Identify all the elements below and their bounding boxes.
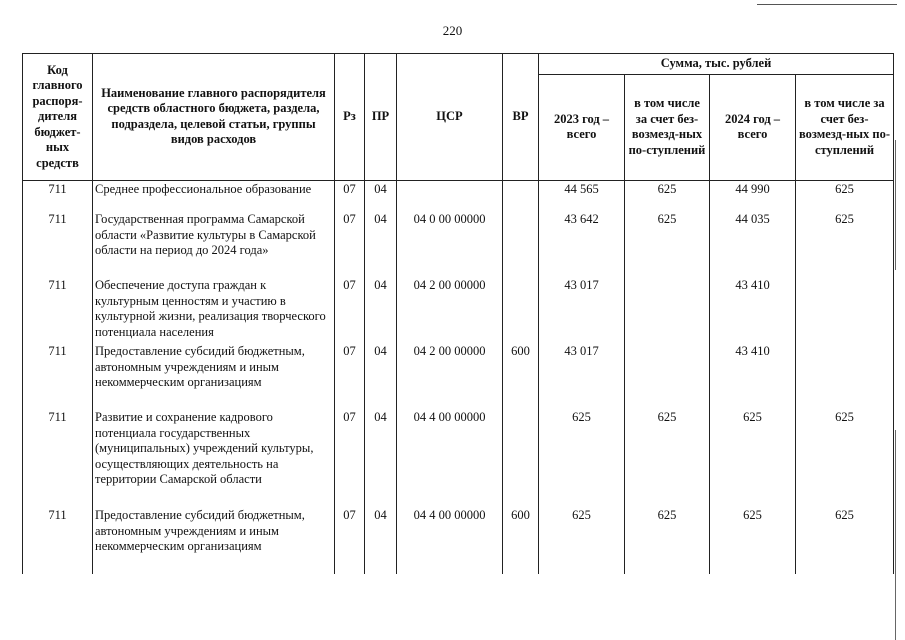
cell-2023-free: 625 [625, 180, 710, 212]
cell-vr [503, 410, 539, 508]
header-2024-free: в том числе за счет без-возмезд-ных по-ступлений [796, 74, 894, 180]
cell-2023-total: 625 [539, 410, 625, 508]
cell-2024-total: 625 [710, 410, 796, 508]
scan-edge-line-right-upper [895, 140, 896, 270]
header-2023-total: 2023 год – всего [539, 74, 625, 180]
cell-2024-free [796, 344, 894, 410]
cell-vr [503, 278, 539, 344]
cell-pr: 04 [365, 410, 397, 508]
cell-code: 711 [23, 344, 93, 410]
budget-table [22, 53, 894, 574]
cell-rz: 07 [335, 212, 365, 278]
table-row [23, 344, 894, 410]
header-vr: ВР [503, 54, 539, 181]
cell-rz: 07 [335, 278, 365, 344]
cell-pr: 04 [365, 180, 397, 212]
cell-2023-total: 43 642 [539, 212, 625, 278]
cell-vr [503, 212, 539, 278]
cell-pr: 04 [365, 278, 397, 344]
scan-edge-line-right-lower [895, 430, 896, 640]
cell-2024-free [796, 278, 894, 344]
page-number: 220 [442, 23, 463, 38]
table-row [23, 180, 894, 212]
table-row [23, 212, 894, 278]
cell-vr: 600 [503, 508, 539, 574]
cell-code: 711 [23, 212, 93, 278]
header-2023-free: в том числе за счет без-возмезд-ных по-ступлений [625, 74, 710, 180]
cell-2023-total: 43 017 [539, 278, 625, 344]
cell-vr: 600 [503, 344, 539, 410]
cell-2024-free: 625 [796, 180, 894, 212]
cell-name: Предоставление субсидий бюджетным, автономным учреждениям и иным некоммерческим организациям [93, 508, 335, 574]
cell-code: 711 [23, 180, 93, 212]
cell-2024-free: 625 [796, 212, 894, 278]
cell-name: Государственная программа Самарской области «Развитие культуры в Самарской области на период до 2024 года» [93, 212, 335, 278]
cell-code: 711 [23, 508, 93, 574]
cell-csr: 04 4 00 00000 [397, 508, 503, 574]
header-pr: ПР [365, 54, 397, 181]
cell-2023-free [625, 344, 710, 410]
cell-rz: 07 [335, 180, 365, 212]
cell-pr: 04 [365, 344, 397, 410]
header-2024-total: 2024 год – всего [710, 74, 796, 180]
cell-name: Среднее профессиональное образование [93, 180, 335, 212]
cell-2024-free: 625 [796, 508, 894, 574]
table-row [23, 410, 894, 508]
cell-2023-total: 625 [539, 508, 625, 574]
table-row [23, 278, 894, 344]
cell-2023-free: 625 [625, 212, 710, 278]
cell-2024-total: 44 990 [710, 180, 796, 212]
cell-2024-total: 625 [710, 508, 796, 574]
cell-2023-free: 625 [625, 410, 710, 508]
cell-2024-total: 43 410 [710, 278, 796, 344]
cell-2023-free: 625 [625, 508, 710, 574]
cell-2023-free [625, 278, 710, 344]
cell-rz: 07 [335, 508, 365, 574]
cell-rz: 07 [335, 410, 365, 508]
header-csr: ЦСР [397, 54, 503, 181]
header-name: Наименование главного распорядителя средств областного бюджета, раздела, подраздела, целевой статьи, группы видов расходов [93, 54, 335, 181]
cell-2024-total: 43 410 [710, 344, 796, 410]
cell-pr: 04 [365, 508, 397, 574]
scan-edge-line-top [757, 4, 897, 5]
cell-pr: 04 [365, 212, 397, 278]
cell-name: Обеспечение доступа граждан к культурным ценностям и участию в культурной жизни, реализация творческого потенциала населения [93, 278, 335, 344]
cell-2023-total: 43 017 [539, 344, 625, 410]
cell-rz: 07 [335, 344, 365, 410]
cell-vr [503, 180, 539, 212]
cell-code: 711 [23, 278, 93, 344]
header-code: Код главного распоря-дителя бюджет-ных средств [23, 54, 93, 181]
cell-csr: 04 0 00 00000 [397, 212, 503, 278]
cell-code: 711 [23, 410, 93, 508]
cell-csr: 04 2 00 00000 [397, 344, 503, 410]
cell-csr: 04 4 00 00000 [397, 410, 503, 508]
cell-2024-total: 44 035 [710, 212, 796, 278]
cell-csr [397, 180, 503, 212]
cell-2023-total: 44 565 [539, 180, 625, 212]
cell-csr: 04 2 00 00000 [397, 278, 503, 344]
cell-name: Предоставление субсидий бюджетным, автономным учреждениям и иным некоммерческим организациям [93, 344, 335, 410]
cell-2024-free: 625 [796, 410, 894, 508]
header-rz: Рз [335, 54, 365, 181]
header-sum: Сумма, тыс. рублей [539, 54, 894, 75]
table-row [23, 508, 894, 574]
cell-name: Развитие и сохранение кадрового потенциала государственных (муниципальных) учреждений культуры, осуществляющих деятельность на территории Самарской области [93, 410, 335, 508]
